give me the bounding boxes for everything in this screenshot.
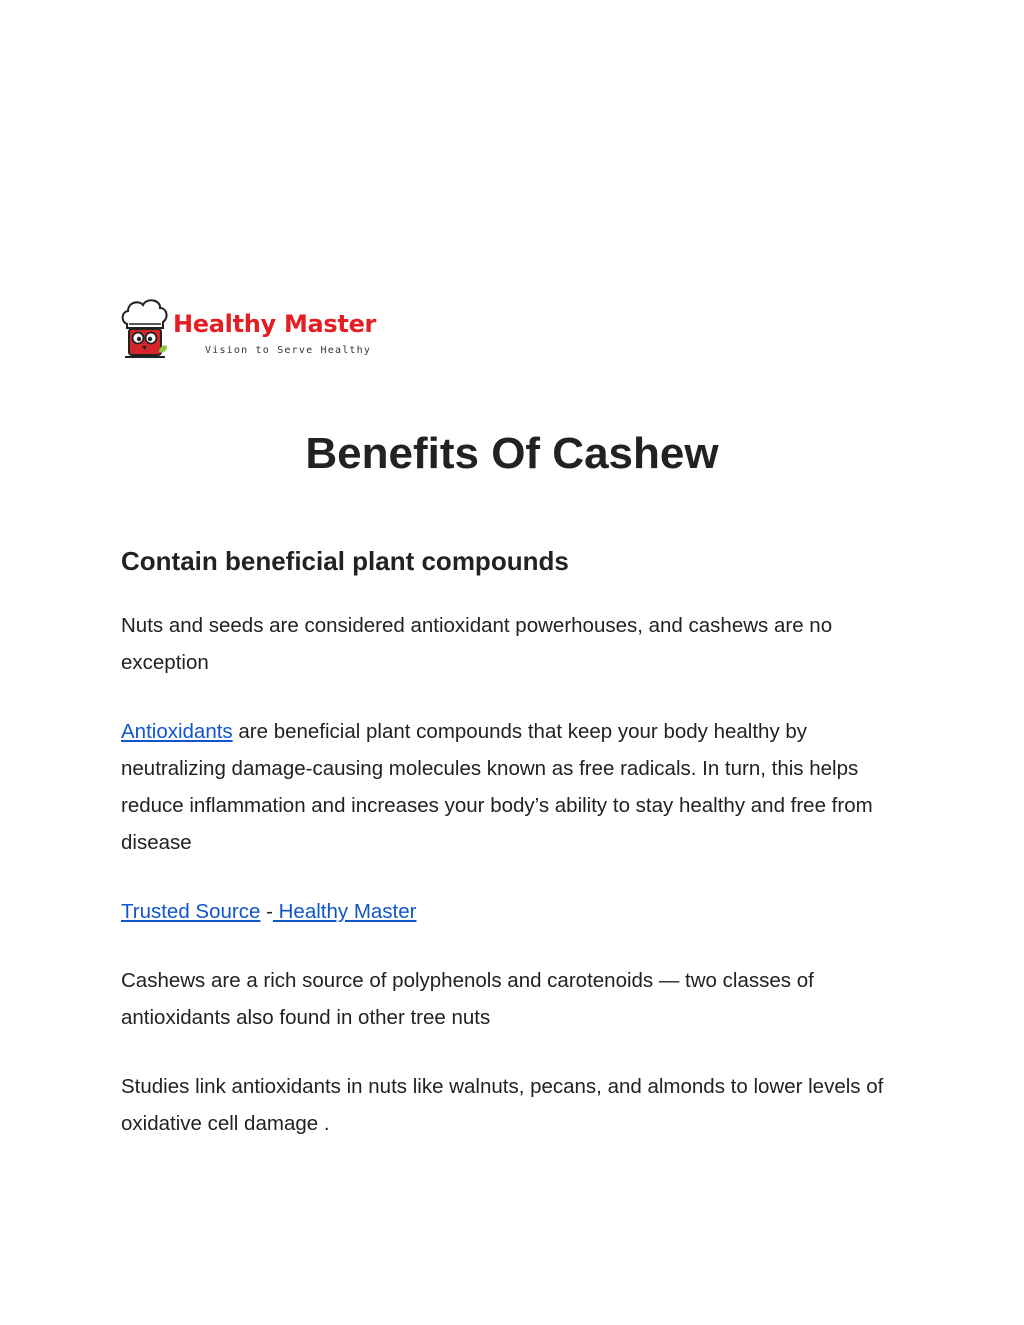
paragraph-studies: Studies link antioxidants in nuts like walnuts, pecans, and almonds to lower levels of oxidative cell damage . [121,1075,884,1135]
brand-logo [119,294,389,364]
paragraph-intro: Nuts and seeds are considered antioxidant powerhouses, and cashews are no exception [121,614,833,674]
trusted-source-link[interactable]: Trusted Source [121,900,261,923]
healthy-master-link[interactable]: Healthy Master [272,900,417,923]
antioxidants-link[interactable]: Antioxidants [121,720,233,743]
section-heading: Contain beneficial plant compounds [121,546,569,576]
paragraph-antioxidants-text: are beneficial plant compounds that keep your body healthy by neutralizing damage-causing molecules known as free radicals. In turn, this helps reduce inflammation and increases your body’s ability to stay healthy and free from disease [121,720,873,854]
source-separator: - [260,900,273,923]
chef-owl-icon [119,294,171,364]
paragraph-antioxidants [121,713,901,861]
source-line [121,893,901,930]
paragraph-polyphenols: Cashews are a rich source of polyphenols and carotenoids — two classes of antioxidants also found in other tree nuts [121,969,814,1029]
page-title: Benefits Of Cashew [305,429,719,478]
article-body [121,543,901,1174]
brand-name: Healthy Master [173,310,377,338]
brand-tagline: Vision to Serve Healthy [205,345,372,356]
